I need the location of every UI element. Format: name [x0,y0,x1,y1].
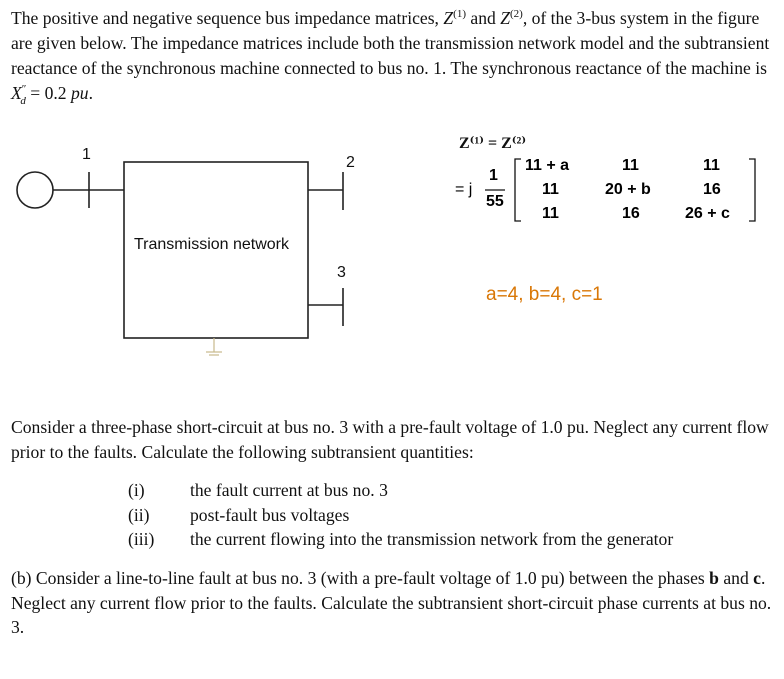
intro-text-3: = 0.2 [25,83,71,103]
part-b-text-2: . Neglect any current flow prior to the faults. Calculate the subtransient short-circuit phase currents at bus no. 3. [11,568,772,637]
matrix-cell-1-1: 11 + a [525,157,570,174]
matrix-cell-2-1: 11 [542,181,559,198]
intro-and: and [465,8,501,28]
list-item-text: post-fault bus voltages [190,504,350,525]
bus-3-label: 3 [337,264,346,281]
intro-text-2: , of the 3-bus system in the figure are given below. The impedance matrices include both the transmission network model and the subtransient reactance of the synchronous machine connected to bus no. 1. The synchronous reactance of the machine is [11,8,770,78]
part-b-and: and [718,568,754,588]
intro-text-1: The positive and negative sequence bus impedance matrices, [11,8,444,28]
question-text: Consider a three-phase short-circuit at bus no. 3 with a pre-fault voltage of 1.0 pu. Neglect any current flow prior to the faults. Calculate the following subtransient quantities: [11,417,769,462]
list-item-number: (i) [128,480,145,500]
list-item-text: the current flowing into the transmission network from the generator [190,529,674,549]
z-symbol-1: Z [443,8,454,28]
x-sup: ″ [21,83,27,96]
matrix-cell-2-2: 20 + b [605,181,651,198]
z-sup-2: (2) [509,8,523,21]
fraction-numerator: 1 [489,167,498,184]
pu-unit: pu [70,83,89,103]
matrix-cell-1-3: 11 [703,157,720,174]
matrix-heading: Z⁽¹⁾ = Z⁽²⁾ [459,135,527,152]
matrix-cell-3-2: 16 [622,205,640,222]
matrix-cell-3-1: 11 [542,205,559,222]
bus-1-label: 1 [82,146,91,163]
x-symbol: X [11,83,22,103]
part-b-paragraph [11,566,779,640]
parameter-values: a=4, b=4, c=1 [486,284,603,305]
matrix-cell-3-3: 26 + c [685,205,730,222]
part-b-text-1: (b) Consider a line-to-line fault at bus no. 3 (with a pre-fault voltage of 1.0 pu) between the phases [11,568,710,588]
intro-end: . [88,83,93,103]
matrix-equals-j: = j [455,181,473,198]
intro-paragraph [11,6,779,106]
phase-b: b [709,568,719,588]
x-sub: d [20,94,26,107]
list-item-text: the fault current at bus no. 3 [190,480,388,500]
z-symbol-2: Z [500,8,510,28]
matrix-cell-1-2: 11 [622,157,639,174]
question-paragraph [11,415,779,464]
network-label: Transmission network [134,236,290,253]
generator-symbol [17,172,53,208]
matrix-cell-2-3: 16 [703,181,721,198]
fraction-denominator: 55 [486,193,504,210]
impedance-matrix [455,155,775,225]
bus-2-label: 2 [346,154,355,171]
z-sup-1: (1) [453,8,466,21]
list-item-number: (iii) [128,529,155,549]
list-item-number: (ii) [128,504,150,525]
phase-c: c [753,568,761,588]
